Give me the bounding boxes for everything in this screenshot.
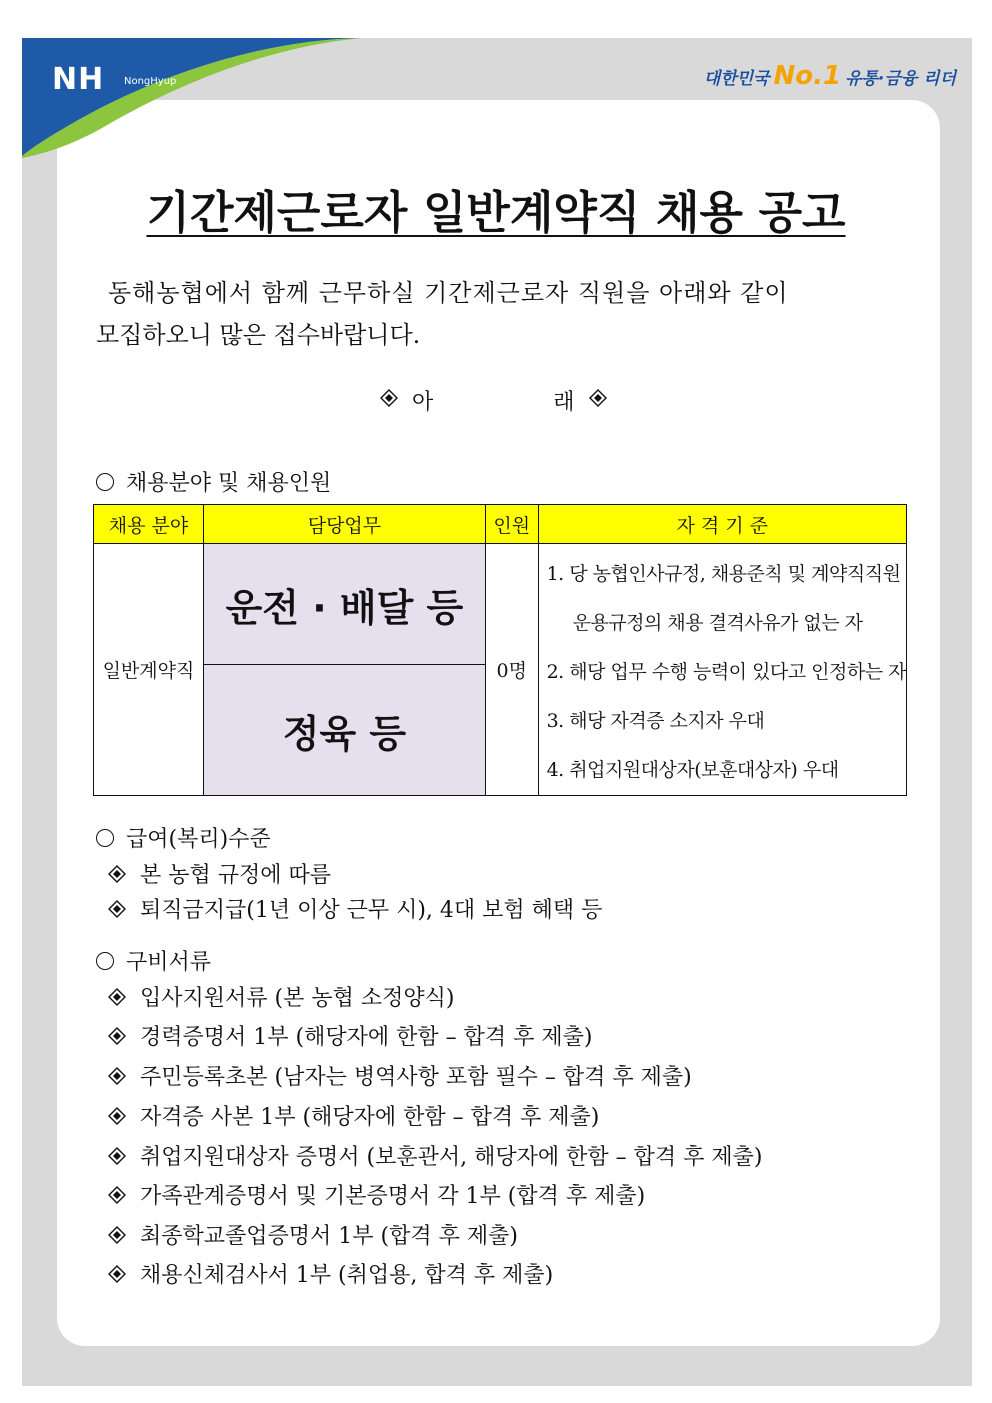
nh-swoosh-graphic [22,38,362,158]
intro-line-2: 모집하오니 많은 접수바랍니다. [96,321,421,349]
diamond-bullet-icon [108,1265,126,1283]
header-field: 채용 분야 [94,505,204,544]
list-item: 본 농협 규정에 따름 [108,858,331,889]
nh-logo: NH [52,62,105,97]
circle-bullet-icon [96,473,114,491]
diamond-bullet-icon [108,1027,126,1045]
slogan-left: 대한민국 [703,68,770,89]
slogan-right: 유통·금융 리더 [845,68,956,89]
diamond-bullet-icon [108,900,126,918]
count-cell: 0명 [485,544,538,796]
section-documents-heading: 구비서류 [96,945,211,976]
criteria-line: 3. 해당 자격증 소지자 우대 [546,710,765,732]
diamond-bullet-icon [380,389,398,407]
table-header-row [94,505,907,544]
diamond-bullet-icon [108,988,126,1006]
list-item: 가족관계증명서 및 기본증명서 각 1부 (합격 후 제출) [108,1179,645,1210]
diamond-bullet-icon [108,1107,126,1125]
list-item: 주민등록초본 (남자는 병역사항 포함 필수 – 합격 후 제출) [108,1060,692,1091]
criteria-line: 4. 취업지원대상자(보훈대상자) 우대 [546,759,839,781]
header-count: 인원 [485,505,538,544]
diamond-bullet-icon [108,1186,126,1204]
circle-bullet-icon [96,952,114,970]
diamond-bullet-icon [108,865,126,883]
duty-cell-butcher: 정육 등 [203,665,485,796]
criteria-line: 2. 해당 업무 수행 능력이 있다고 인정하는 자 [546,661,906,683]
notice-heading [380,385,607,416]
header-duty: 담당업무 [203,505,485,544]
slogan-no1: No.1 [773,61,842,91]
intro-paragraph [96,272,886,356]
circle-bullet-icon [96,829,114,847]
list-item: 자격증 사본 1부 (해당자에 한함 – 합격 후 제출) [108,1100,599,1131]
slogan [704,56,956,96]
list-item: 퇴직금지급(1년 이상 근무 시), 4대 보험 혜택 등 [108,893,602,924]
criteria-line: 운용규정의 채용 결격사유가 없는 자 [572,612,863,634]
notice-left: 아 [412,390,434,415]
list-item: 최종학교졸업증명서 1부 (합격 후 제출) [108,1219,518,1250]
diamond-bullet-icon [108,1067,126,1085]
diamond-bullet-icon [108,1147,126,1165]
diamond-bullet-icon [108,1226,126,1244]
table-row [94,544,907,665]
page-title: 기간제근로자 일반계약직 채용 공고 [146,186,846,239]
list-item: 채용신체검사서 1부 (취업용, 합격 후 제출) [108,1258,553,1289]
list-item: 취업지원대상자 증명서 (보훈관서, 해당자에 한함 – 합격 후 제출) [108,1140,762,1171]
list-item: 입사지원서류 (본 농협 소정양식) [108,981,454,1012]
list-item: 경력증명서 1부 (해당자에 한함 – 합격 후 제출) [108,1020,592,1051]
nh-logo-subtitle: NongHyup [124,76,177,87]
criteria-line: 1. 당 농협인사규정, 채용준칙 및 계약직직원 [546,563,901,585]
criteria-cell [538,544,906,796]
header-criteria: 자 격 기 준 [538,505,906,544]
field-cell: 일반계약직 [94,544,204,796]
section-salary-heading: 급여(복리)수준 [96,822,271,853]
recruit-table [93,504,907,796]
diamond-bullet-icon [589,389,607,407]
intro-line-1: 동해농협에서 함께 근무하실 기간제근로자 직원을 아래와 같이 [108,279,789,307]
notice-right: 래 [553,390,575,415]
duty-cell-delivery: 운전 · 배달 등 [203,544,485,665]
section-recruit-heading: 채용분야 및 채용인원 [96,466,331,497]
